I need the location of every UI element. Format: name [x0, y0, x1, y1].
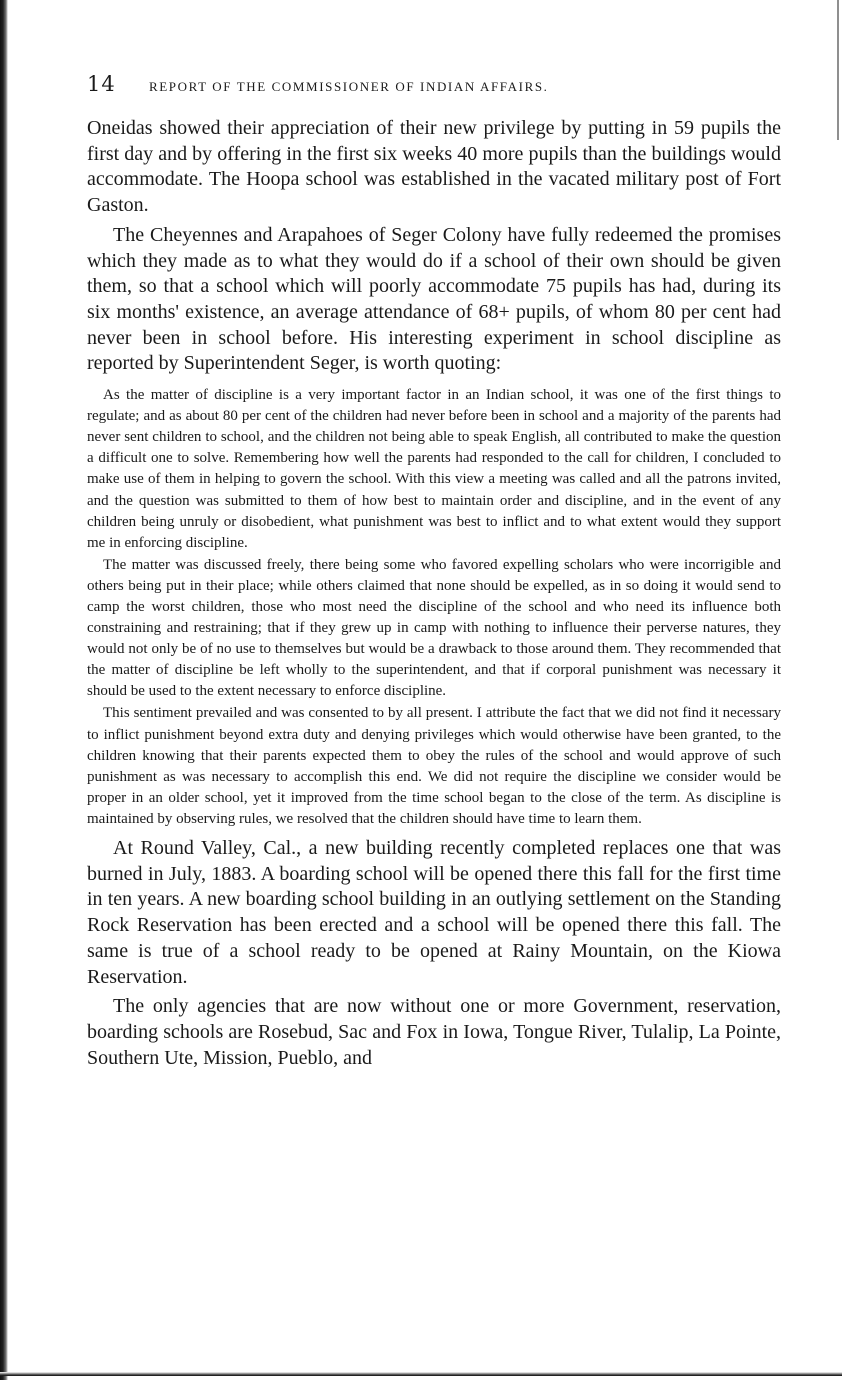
paragraph-seger-colony: The Cheyennes and Arapahoes of Seger Colony have fully redeemed the promises which they made as to what they would do if a school of their own should be given them, so that a school which will poorly accommodate 75 pupils has had, during its six months' existence, an average attendance of 68+ pupils, of whom 80 per cent had never been in school before. His interesting experiment in school discipline as reported by Superintendent Seger, is worth quoting:	[87, 223, 781, 375]
quote-paragraph: As the matter of discipline is a very important factor in an Indian school, it was one of the first things to regulate; and as about 80 per cent of the children had never before been in school and a majority of the parents had never sent children to school, and the children not being able to speak English, all contributed to make the question a difficult one to solve. Remembering how well the parents had responded to the call for children, I concluded to make use of them in helping to govern the school. With this view a meeting was called and all the patrons invited, and the question was submitted to them of how best to maintain order and discipline, and in the event of any children being unruly or disobedient, what punishment was best to inflict and to what extent would they support me in enforcing discipline.	[87, 387, 781, 551]
page-bottom-edge	[0, 1372, 842, 1376]
paragraph-oneidas: Oneidas showed their appreciation of their new privilege by putting in 59 pupils the first day and by offering in the first six weeks 40 more pupils than the buildings would accommodate. The Hoopa school was established in the vacated military post of Fort Gaston.	[87, 117, 781, 217]
document-page	[87, 72, 781, 1075]
quote-paragraph: The matter was discussed freely, there being some who favored expelling scholars who were incorrigible and others being put in their place; while others claimed that none should be expelled, as in so doing it would send to camp the worst children, those who most need the discipline of the school and who need its influence both constraining and restraining; that if they grew up in camp with nothing to influence their perverse natures, they would not only be of no use to themselves but would be a drawback to those around them. They recommended that the matter of discipline be left wholly to the superintendent, and that if corporal punishment was necessary it should be used to the extent necessary to enforce discipline.	[87, 556, 781, 700]
paragraph-round-valley: At Round Valley, Cal., a new building recently completed replaces one that was burned in July, 1883. A boarding school will be opened there this fall for the first time in ten years. A new boarding school building in an outlying settlement on the Standing Rock Reservation has been erected and a school will be opened there this fall. The same is true of a school ready to be opened at Rainy Mountain, on the Kiowa Reservation.	[87, 837, 781, 988]
page-number: 14	[87, 72, 116, 96]
quote-paragraph: This sentiment prevailed and was consented to by all present. I attribute the fact that we did not find it necessary to inflict punishment beyond extra duty and denying privileges which would otherwise have been granted, to the children knowing that their parents expected them to obey the rules of the school and would approve of such punishment as was necessary to accomplish this end. We did not require the discipline we consider would be proper in an older school, yet it improved from the time school began to the close of the term. As discipline is maintained by observing rules, we resolved that the children should have time to learn them.	[87, 705, 781, 827]
running-head: REPORT OF THE COMMISSIONER OF INDIAN AFFAIRS.	[149, 79, 549, 94]
block-quote-seger	[87, 385, 781, 830]
page-edge-mark	[837, 0, 839, 140]
paragraph-agencies: The only agencies that are now without one or more Government, reservation, boarding schools are Rosebud, Sac and Fox in Iowa, Tongue River, Tulalip, La Pointe, Southern Ute, Mission, Pueblo, and	[87, 995, 781, 1069]
page-edge-shadow	[0, 0, 8, 1380]
page-header	[87, 72, 781, 108]
